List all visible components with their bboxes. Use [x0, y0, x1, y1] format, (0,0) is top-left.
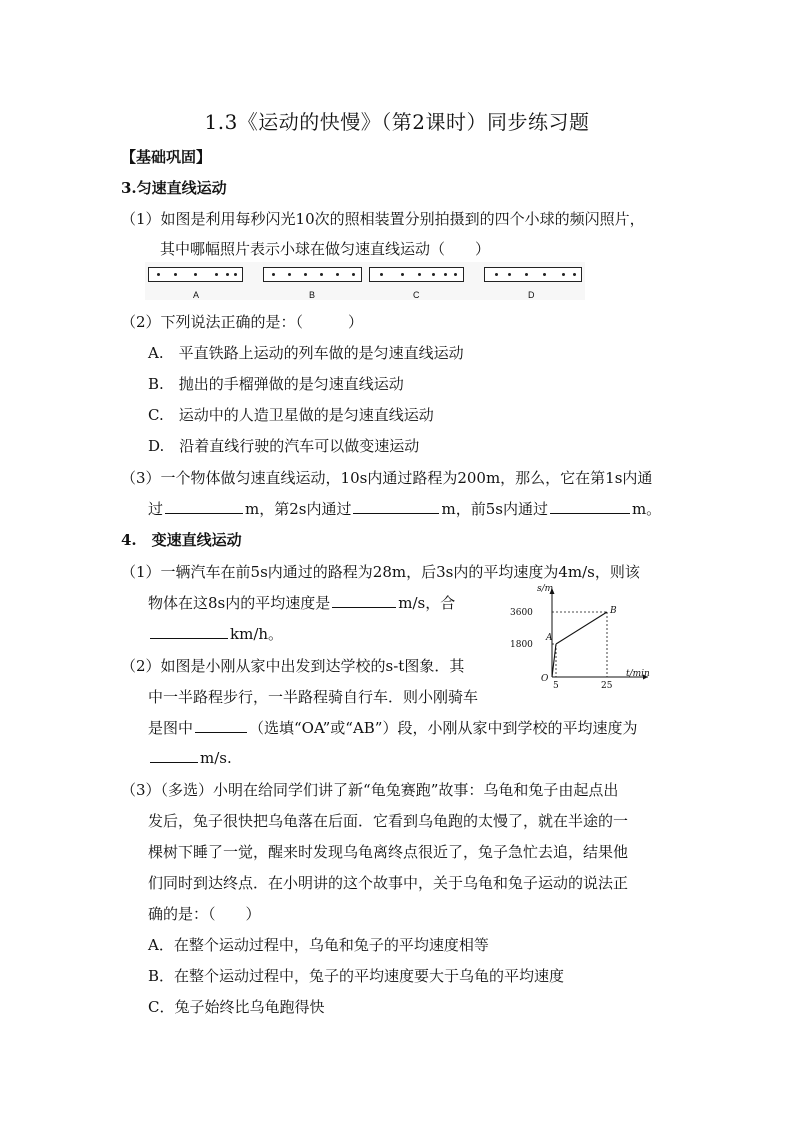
- section-basic-heading: 【基础巩固】: [121, 148, 212, 166]
- ball-dot: [174, 273, 177, 276]
- s4-q1-line3: [148, 623, 283, 644]
- s4-q3-option-a: A．在整个运动过程中，乌龟和兔子的平均速度相等: [148, 936, 489, 954]
- answer-blank[interactable]: [165, 499, 243, 514]
- s3-q3-line2: [148, 498, 661, 519]
- ball-dot: [288, 273, 291, 276]
- ball-dot: [573, 273, 576, 276]
- s-t-graph: [496, 580, 666, 695]
- answer-blank[interactable]: [150, 624, 228, 639]
- s4-q3-option-b: B．在整个运动过程中，兔子的平均速度要大于乌龟的平均速度: [148, 967, 565, 985]
- s4-q2-text-a: 是图中: [148, 719, 194, 737]
- s4-q2-line2: 中一半路程步行，一半路程骑自行车．则小刚骑车: [148, 688, 479, 706]
- ball-dot: [418, 273, 421, 276]
- s4-q1-text-a: 物体在这8s内的平均速度是: [148, 594, 331, 612]
- x-tick-25: 25: [601, 681, 613, 691]
- ball-dot: [226, 273, 229, 276]
- answer-blank[interactable]: [550, 499, 630, 514]
- point-a-label: A: [546, 633, 553, 643]
- s3-q3-line1: （3）一个物体做匀速直线运动，10s内通过路程为200m，那么，它在第1s内通: [121, 469, 653, 487]
- ball-dot: [194, 273, 197, 276]
- ball-dot: [215, 273, 218, 276]
- ball-dot: [304, 273, 307, 276]
- answer-blank[interactable]: [150, 748, 198, 763]
- s3-q2-stem: （2）下列说法正确的是：（ ）: [121, 313, 364, 331]
- ball-dot: [444, 273, 447, 276]
- y-tick-1800: 1800: [510, 640, 533, 650]
- ball-dot: [336, 273, 339, 276]
- s4-q3-line1: （3）（多选）小明在给同学们讲了新“龟兔赛跑”故事：乌龟和兔子由起点出: [121, 781, 619, 799]
- segment-oa: [552, 644, 556, 677]
- s4-q1-text-b: m/s，合: [398, 594, 456, 612]
- photo-label-d: D: [528, 290, 535, 300]
- s4-q2-text-b: （选填“OA”或“AB”）段，小刚从家中到学校的平均速度为: [249, 719, 638, 737]
- photo-label-b: B: [309, 290, 316, 300]
- y-tick-3600: 3600: [510, 608, 533, 618]
- ball-dot: [320, 273, 323, 276]
- strobe-photo-c: [369, 267, 464, 282]
- ball-dot: [272, 273, 275, 276]
- s4-q2-line4: [148, 748, 232, 767]
- s4-q2-line3: [148, 717, 637, 738]
- ball-dot: [380, 273, 383, 276]
- photo-label-a: A: [193, 290, 200, 300]
- ball-dot: [157, 273, 160, 276]
- s3-q2-option-b: B. 抛出的手榴弹做的是匀速直线运动: [148, 375, 404, 393]
- y-axis-label: s/m: [537, 584, 554, 594]
- ball-dot: [495, 273, 498, 276]
- s3-q3-text-c: m，前5s内通过: [441, 500, 548, 518]
- answer-blank[interactable]: [195, 718, 247, 733]
- section-3-heading: 3.匀速直线运动: [121, 179, 227, 197]
- s4-q3-line4: 们同时到达终点．在小明讲的这个故事中，关于乌龟和兔子运动的说法正: [148, 874, 629, 892]
- s4-q3-line2: 发后，兔子很快把乌龟落在后面．它看到乌龟跑的太慢了，就在半途的一: [148, 812, 629, 830]
- s4-q3-option-c: C．兔子始终比乌龟跑得快: [148, 998, 325, 1016]
- s4-q2-line1: （2）如图是小刚从家中出发到达学校的s-t图象．其: [121, 657, 465, 675]
- point-b-label: B: [610, 606, 617, 616]
- ball-dot: [454, 273, 457, 276]
- strobe-photo-d: [484, 267, 582, 282]
- ball-dot: [543, 273, 546, 276]
- s3-q1-line2: 其中哪幅照片表示小球在做匀速直线运动（ ）: [160, 240, 491, 258]
- s3-q2-option-a: A. 平直铁路上运动的列车做的是匀速直线运动: [148, 344, 464, 362]
- ball-dot: [525, 273, 528, 276]
- ball-dot: [352, 273, 355, 276]
- ball-dot: [401, 273, 404, 276]
- answer-blank[interactable]: [353, 499, 439, 514]
- s3-q2-option-c: C. 运动中的人造卫星做的是匀速直线运动: [148, 406, 434, 424]
- photo-label-c: C: [413, 290, 420, 300]
- ball-dot: [234, 273, 237, 276]
- strobe-photo-a: [148, 267, 243, 282]
- s3-q3-text-d: m。: [631, 500, 662, 518]
- s3-q1-line1: （1）如图是利用每秒闪光10次的照相装置分别拍摄到的四个小球的频闪照片，: [121, 210, 645, 228]
- s4-q1-text-c: km/h。: [230, 625, 284, 643]
- s4-q1-line2: [148, 592, 455, 613]
- x-axis-label: t/min: [626, 669, 650, 679]
- page-title: 1.3《运动的快慢》（第2课时）同步练习题: [204, 110, 590, 134]
- s4-q1-line1: （1）一辆汽车在前5s内通过的路程为28m，后3s内的平均速度为4m/s，则该: [121, 563, 640, 581]
- s3-q2-option-d: D. 沿着直线行驶的汽车可以做变速运动: [148, 437, 420, 455]
- ball-dot: [432, 273, 435, 276]
- s4-q3-line3: 棵树下睡了一觉，醒来时发现乌龟离终点很近了，兔子急忙去追，结果他: [148, 843, 629, 861]
- s3-q3-text-a: 过: [148, 500, 164, 518]
- x-tick-5: 5: [553, 681, 559, 691]
- ball-dot: [508, 273, 511, 276]
- s3-q3-text-b: m，第2s内通过: [245, 500, 352, 518]
- ball-dot: [562, 273, 565, 276]
- segment-ab: [556, 612, 607, 644]
- origin-label: O: [541, 674, 549, 684]
- strobe-photo-b: [263, 267, 362, 282]
- s4-q3-line5: 确的是：（ ）: [148, 905, 261, 923]
- s4-q2-text-c: m/s.: [200, 749, 232, 767]
- section-4-heading: 4. 变速直线运动: [121, 531, 242, 549]
- answer-blank[interactable]: [332, 593, 396, 608]
